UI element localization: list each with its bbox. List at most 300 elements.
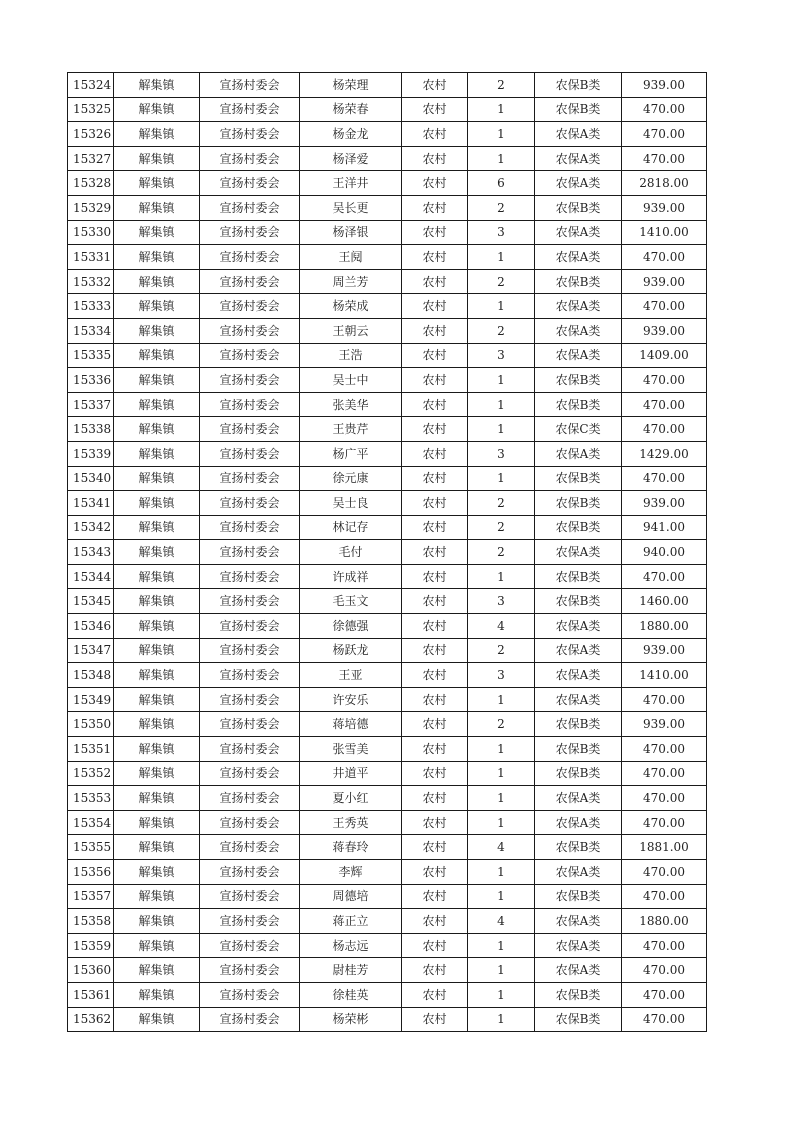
insurance-category-cell: 农保A类	[535, 614, 622, 639]
row-id-cell: 15338	[68, 417, 114, 442]
row-id-cell: 15329	[68, 195, 114, 220]
household-count-cell: 1	[468, 392, 535, 417]
insurance-category-cell: 农保B类	[535, 835, 622, 860]
area-type-cell: 农村	[402, 171, 468, 196]
insurance-category-cell: 农保A类	[535, 441, 622, 466]
household-count-cell: 3	[468, 663, 535, 688]
amount-cell: 470.00	[622, 982, 707, 1007]
row-id-cell: 15325	[68, 97, 114, 122]
row-id-cell: 15357	[68, 884, 114, 909]
row-id-cell: 15324	[68, 73, 114, 98]
row-id-cell: 15333	[68, 294, 114, 319]
amount-cell: 470.00	[622, 392, 707, 417]
amount-cell: 939.00	[622, 269, 707, 294]
amount-cell: 470.00	[622, 737, 707, 762]
area-type-cell: 农村	[402, 982, 468, 1007]
amount-cell: 470.00	[622, 687, 707, 712]
table-row	[68, 540, 707, 565]
town-cell: 解集镇	[114, 294, 200, 319]
name-cell: 王秀英	[300, 810, 402, 835]
name-cell: 张雪美	[300, 737, 402, 762]
name-cell: 周德培	[300, 884, 402, 909]
village-cell: 宣扬村委会	[200, 737, 300, 762]
area-type-cell: 农村	[402, 245, 468, 270]
amount-cell: 1881.00	[622, 835, 707, 860]
table-row	[68, 663, 707, 688]
insurance-category-cell: 农保B类	[535, 761, 622, 786]
table-row	[68, 294, 707, 319]
insurance-category-cell: 农保B类	[535, 73, 622, 98]
insurance-category-cell: 农保A类	[535, 318, 622, 343]
row-id-cell: 15335	[68, 343, 114, 368]
name-cell: 徐桂英	[300, 982, 402, 1007]
town-cell: 解集镇	[114, 220, 200, 245]
table-row	[68, 737, 707, 762]
area-type-cell: 农村	[402, 860, 468, 885]
town-cell: 解集镇	[114, 663, 200, 688]
insurance-category-cell: 农保A类	[535, 687, 622, 712]
records-table-body	[68, 73, 707, 1032]
village-cell: 宣扬村委会	[200, 761, 300, 786]
area-type-cell: 农村	[402, 122, 468, 147]
name-cell: 张美华	[300, 392, 402, 417]
insurance-category-cell: 农保B类	[535, 97, 622, 122]
area-type-cell: 农村	[402, 392, 468, 417]
insurance-category-cell: 农保A类	[535, 171, 622, 196]
table-row	[68, 860, 707, 885]
amount-cell: 940.00	[622, 540, 707, 565]
area-type-cell: 农村	[402, 294, 468, 319]
village-cell: 宣扬村委会	[200, 220, 300, 245]
table-row	[68, 171, 707, 196]
amount-cell: 1410.00	[622, 220, 707, 245]
table-row	[68, 441, 707, 466]
name-cell: 徐德强	[300, 614, 402, 639]
village-cell: 宣扬村委会	[200, 122, 300, 147]
row-id-cell: 15331	[68, 245, 114, 270]
household-count-cell: 1	[468, 466, 535, 491]
household-count-cell: 2	[468, 638, 535, 663]
name-cell: 王洋井	[300, 171, 402, 196]
row-id-cell: 15343	[68, 540, 114, 565]
village-cell: 宣扬村委会	[200, 712, 300, 737]
row-id-cell: 15360	[68, 958, 114, 983]
name-cell: 王贵芹	[300, 417, 402, 442]
village-cell: 宣扬村委会	[200, 294, 300, 319]
household-count-cell: 2	[468, 318, 535, 343]
table-row	[68, 392, 707, 417]
village-cell: 宣扬村委会	[200, 810, 300, 835]
row-id-cell: 15339	[68, 441, 114, 466]
row-id-cell: 15353	[68, 786, 114, 811]
household-count-cell: 1	[468, 884, 535, 909]
row-id-cell: 15344	[68, 564, 114, 589]
row-id-cell: 15354	[68, 810, 114, 835]
table-row	[68, 614, 707, 639]
amount-cell: 470.00	[622, 466, 707, 491]
area-type-cell: 农村	[402, 368, 468, 393]
household-count-cell: 4	[468, 909, 535, 934]
area-type-cell: 农村	[402, 195, 468, 220]
household-count-cell: 1	[468, 294, 535, 319]
household-count-cell: 1	[468, 786, 535, 811]
household-count-cell: 1	[468, 933, 535, 958]
town-cell: 解集镇	[114, 269, 200, 294]
town-cell: 解集镇	[114, 958, 200, 983]
table-row	[68, 195, 707, 220]
table-row	[68, 491, 707, 516]
village-cell: 宣扬村委会	[200, 269, 300, 294]
household-count-cell: 1	[468, 564, 535, 589]
name-cell: 杨跃龙	[300, 638, 402, 663]
amount-cell: 939.00	[622, 712, 707, 737]
name-cell: 杨金龙	[300, 122, 402, 147]
name-cell: 杨荣春	[300, 97, 402, 122]
insurance-category-cell: 农保A类	[535, 122, 622, 147]
household-count-cell: 2	[468, 491, 535, 516]
area-type-cell: 农村	[402, 589, 468, 614]
amount-cell: 470.00	[622, 958, 707, 983]
table-row	[68, 761, 707, 786]
amount-cell: 941.00	[622, 515, 707, 540]
household-count-cell: 3	[468, 589, 535, 614]
insurance-category-cell: 农保B类	[535, 491, 622, 516]
amount-cell: 939.00	[622, 491, 707, 516]
household-count-cell: 1	[468, 146, 535, 171]
area-type-cell: 农村	[402, 146, 468, 171]
village-cell: 宣扬村委会	[200, 245, 300, 270]
village-cell: 宣扬村委会	[200, 1007, 300, 1032]
town-cell: 解集镇	[114, 884, 200, 909]
amount-cell: 1429.00	[622, 441, 707, 466]
household-count-cell: 1	[468, 687, 535, 712]
area-type-cell: 农村	[402, 933, 468, 958]
town-cell: 解集镇	[114, 515, 200, 540]
household-count-cell: 3	[468, 220, 535, 245]
area-type-cell: 农村	[402, 318, 468, 343]
area-type-cell: 农村	[402, 786, 468, 811]
insurance-category-cell: 农保B类	[535, 982, 622, 1007]
village-cell: 宣扬村委会	[200, 860, 300, 885]
insurance-category-cell: 农保B类	[535, 737, 622, 762]
name-cell: 蒋培德	[300, 712, 402, 737]
amount-cell: 470.00	[622, 810, 707, 835]
name-cell: 井道平	[300, 761, 402, 786]
table-row	[68, 835, 707, 860]
household-count-cell: 1	[468, 810, 535, 835]
area-type-cell: 农村	[402, 835, 468, 860]
amount-cell: 470.00	[622, 294, 707, 319]
table-row	[68, 318, 707, 343]
table-row	[68, 810, 707, 835]
town-cell: 解集镇	[114, 122, 200, 147]
town-cell: 解集镇	[114, 441, 200, 466]
insurance-category-cell: 农保B类	[535, 515, 622, 540]
village-cell: 宣扬村委会	[200, 933, 300, 958]
village-cell: 宣扬村委会	[200, 343, 300, 368]
town-cell: 解集镇	[114, 589, 200, 614]
household-count-cell: 4	[468, 835, 535, 860]
household-count-cell: 1	[468, 958, 535, 983]
amount-cell: 470.00	[622, 245, 707, 270]
insurance-category-cell: 农保B类	[535, 269, 622, 294]
town-cell: 解集镇	[114, 564, 200, 589]
name-cell: 杨泽爱	[300, 146, 402, 171]
name-cell: 吴长更	[300, 195, 402, 220]
area-type-cell: 农村	[402, 540, 468, 565]
table-row	[68, 97, 707, 122]
row-id-cell: 15356	[68, 860, 114, 885]
insurance-category-cell: 农保A类	[535, 663, 622, 688]
insurance-category-cell: 农保A类	[535, 146, 622, 171]
insurance-category-cell: 农保A类	[535, 786, 622, 811]
table-row	[68, 368, 707, 393]
records-table	[67, 72, 707, 1032]
village-cell: 宣扬村委会	[200, 73, 300, 98]
insurance-category-cell: 农保B类	[535, 392, 622, 417]
row-id-cell: 15342	[68, 515, 114, 540]
name-cell: 许成祥	[300, 564, 402, 589]
name-cell: 尉桂芳	[300, 958, 402, 983]
household-count-cell: 2	[468, 269, 535, 294]
area-type-cell: 农村	[402, 958, 468, 983]
amount-cell: 470.00	[622, 884, 707, 909]
town-cell: 解集镇	[114, 982, 200, 1007]
town-cell: 解集镇	[114, 195, 200, 220]
area-type-cell: 农村	[402, 491, 468, 516]
amount-cell: 939.00	[622, 318, 707, 343]
name-cell: 杨泽银	[300, 220, 402, 245]
amount-cell: 1409.00	[622, 343, 707, 368]
name-cell: 王朝云	[300, 318, 402, 343]
household-count-cell: 2	[468, 195, 535, 220]
name-cell: 徐元康	[300, 466, 402, 491]
area-type-cell: 农村	[402, 220, 468, 245]
insurance-category-cell: 农保B类	[535, 195, 622, 220]
village-cell: 宣扬村委会	[200, 318, 300, 343]
amount-cell: 470.00	[622, 761, 707, 786]
insurance-category-cell: 农保B类	[535, 712, 622, 737]
town-cell: 解集镇	[114, 97, 200, 122]
amount-cell: 939.00	[622, 73, 707, 98]
row-id-cell: 15358	[68, 909, 114, 934]
village-cell: 宣扬村委会	[200, 614, 300, 639]
village-cell: 宣扬村委会	[200, 958, 300, 983]
village-cell: 宣扬村委会	[200, 466, 300, 491]
name-cell: 杨志远	[300, 933, 402, 958]
amount-cell: 470.00	[622, 368, 707, 393]
amount-cell: 470.00	[622, 146, 707, 171]
household-count-cell: 2	[468, 73, 535, 98]
table-row	[68, 343, 707, 368]
table-row	[68, 245, 707, 270]
area-type-cell: 农村	[402, 638, 468, 663]
name-cell: 杨荣彬	[300, 1007, 402, 1032]
household-count-cell: 1	[468, 245, 535, 270]
town-cell: 解集镇	[114, 810, 200, 835]
name-cell: 蒋春玲	[300, 835, 402, 860]
name-cell: 林记存	[300, 515, 402, 540]
insurance-category-cell: 农保A类	[535, 933, 622, 958]
amount-cell: 470.00	[622, 417, 707, 442]
row-id-cell: 15352	[68, 761, 114, 786]
household-count-cell: 6	[468, 171, 535, 196]
village-cell: 宣扬村委会	[200, 687, 300, 712]
household-count-cell: 1	[468, 761, 535, 786]
table-row	[68, 933, 707, 958]
insurance-category-cell: 农保B类	[535, 884, 622, 909]
village-cell: 宣扬村委会	[200, 146, 300, 171]
table-row	[68, 146, 707, 171]
table-row	[68, 712, 707, 737]
area-type-cell: 农村	[402, 343, 468, 368]
town-cell: 解集镇	[114, 491, 200, 516]
table-row	[68, 417, 707, 442]
row-id-cell: 15332	[68, 269, 114, 294]
village-cell: 宣扬村委会	[200, 884, 300, 909]
village-cell: 宣扬村委会	[200, 540, 300, 565]
town-cell: 解集镇	[114, 687, 200, 712]
area-type-cell: 农村	[402, 515, 468, 540]
insurance-category-cell: 农保B类	[535, 466, 622, 491]
area-type-cell: 农村	[402, 1007, 468, 1032]
household-count-cell: 1	[468, 368, 535, 393]
row-id-cell: 15334	[68, 318, 114, 343]
town-cell: 解集镇	[114, 417, 200, 442]
amount-cell: 2818.00	[622, 171, 707, 196]
table-row	[68, 466, 707, 491]
town-cell: 解集镇	[114, 73, 200, 98]
household-count-cell: 1	[468, 417, 535, 442]
row-id-cell: 15355	[68, 835, 114, 860]
row-id-cell: 15361	[68, 982, 114, 1007]
name-cell: 毛玉文	[300, 589, 402, 614]
row-id-cell: 15351	[68, 737, 114, 762]
row-id-cell: 15327	[68, 146, 114, 171]
insurance-category-cell: 农保A类	[535, 294, 622, 319]
row-id-cell: 15330	[68, 220, 114, 245]
table-row	[68, 220, 707, 245]
row-id-cell: 15349	[68, 687, 114, 712]
town-cell: 解集镇	[114, 392, 200, 417]
household-count-cell: 2	[468, 540, 535, 565]
table-row	[68, 564, 707, 589]
village-cell: 宣扬村委会	[200, 195, 300, 220]
household-count-cell: 1	[468, 97, 535, 122]
village-cell: 宣扬村委会	[200, 515, 300, 540]
insurance-category-cell: 农保A类	[535, 909, 622, 934]
town-cell: 解集镇	[114, 171, 200, 196]
household-count-cell: 2	[468, 712, 535, 737]
town-cell: 解集镇	[114, 540, 200, 565]
row-id-cell: 15326	[68, 122, 114, 147]
town-cell: 解集镇	[114, 343, 200, 368]
name-cell: 毛付	[300, 540, 402, 565]
row-id-cell: 15359	[68, 933, 114, 958]
table-row	[68, 884, 707, 909]
town-cell: 解集镇	[114, 466, 200, 491]
table-row	[68, 515, 707, 540]
name-cell: 杨荣理	[300, 73, 402, 98]
town-cell: 解集镇	[114, 761, 200, 786]
area-type-cell: 农村	[402, 687, 468, 712]
table-row	[68, 269, 707, 294]
row-id-cell: 15337	[68, 392, 114, 417]
row-id-cell: 15345	[68, 589, 114, 614]
town-cell: 解集镇	[114, 933, 200, 958]
name-cell: 周兰芳	[300, 269, 402, 294]
town-cell: 解集镇	[114, 860, 200, 885]
amount-cell: 470.00	[622, 786, 707, 811]
area-type-cell: 农村	[402, 909, 468, 934]
table-row	[68, 122, 707, 147]
row-id-cell: 15347	[68, 638, 114, 663]
town-cell: 解集镇	[114, 737, 200, 762]
village-cell: 宣扬村委会	[200, 491, 300, 516]
area-type-cell: 农村	[402, 417, 468, 442]
amount-cell: 470.00	[622, 564, 707, 589]
household-count-cell: 4	[468, 614, 535, 639]
amount-cell: 470.00	[622, 933, 707, 958]
amount-cell: 470.00	[622, 1007, 707, 1032]
table-row	[68, 982, 707, 1007]
household-count-cell: 3	[468, 441, 535, 466]
name-cell: 吴士良	[300, 491, 402, 516]
household-count-cell: 3	[468, 343, 535, 368]
name-cell: 杨广平	[300, 441, 402, 466]
town-cell: 解集镇	[114, 318, 200, 343]
insurance-category-cell: 农保C类	[535, 417, 622, 442]
village-cell: 宣扬村委会	[200, 392, 300, 417]
area-type-cell: 农村	[402, 269, 468, 294]
area-type-cell: 农村	[402, 810, 468, 835]
row-id-cell: 15328	[68, 171, 114, 196]
town-cell: 解集镇	[114, 146, 200, 171]
area-type-cell: 农村	[402, 663, 468, 688]
area-type-cell: 农村	[402, 564, 468, 589]
row-id-cell: 15362	[68, 1007, 114, 1032]
town-cell: 解集镇	[114, 712, 200, 737]
area-type-cell: 农村	[402, 73, 468, 98]
table-row	[68, 1007, 707, 1032]
amount-cell: 470.00	[622, 122, 707, 147]
table-row	[68, 638, 707, 663]
household-count-cell: 1	[468, 1007, 535, 1032]
area-type-cell: 农村	[402, 97, 468, 122]
village-cell: 宣扬村委会	[200, 982, 300, 1007]
insurance-category-cell: 农保A类	[535, 245, 622, 270]
amount-cell: 1880.00	[622, 614, 707, 639]
table-row	[68, 687, 707, 712]
insurance-category-cell: 农保B类	[535, 564, 622, 589]
insurance-category-cell: 农保A类	[535, 343, 622, 368]
table-row	[68, 958, 707, 983]
area-type-cell: 农村	[402, 712, 468, 737]
name-cell: 王浩	[300, 343, 402, 368]
row-id-cell: 15340	[68, 466, 114, 491]
household-count-cell: 2	[468, 515, 535, 540]
amount-cell: 1460.00	[622, 589, 707, 614]
insurance-category-cell: 农保B类	[535, 589, 622, 614]
town-cell: 解集镇	[114, 1007, 200, 1032]
town-cell: 解集镇	[114, 368, 200, 393]
area-type-cell: 农村	[402, 737, 468, 762]
village-cell: 宣扬村委会	[200, 417, 300, 442]
village-cell: 宣扬村委会	[200, 171, 300, 196]
amount-cell: 1410.00	[622, 663, 707, 688]
name-cell: 许安乐	[300, 687, 402, 712]
area-type-cell: 农村	[402, 466, 468, 491]
